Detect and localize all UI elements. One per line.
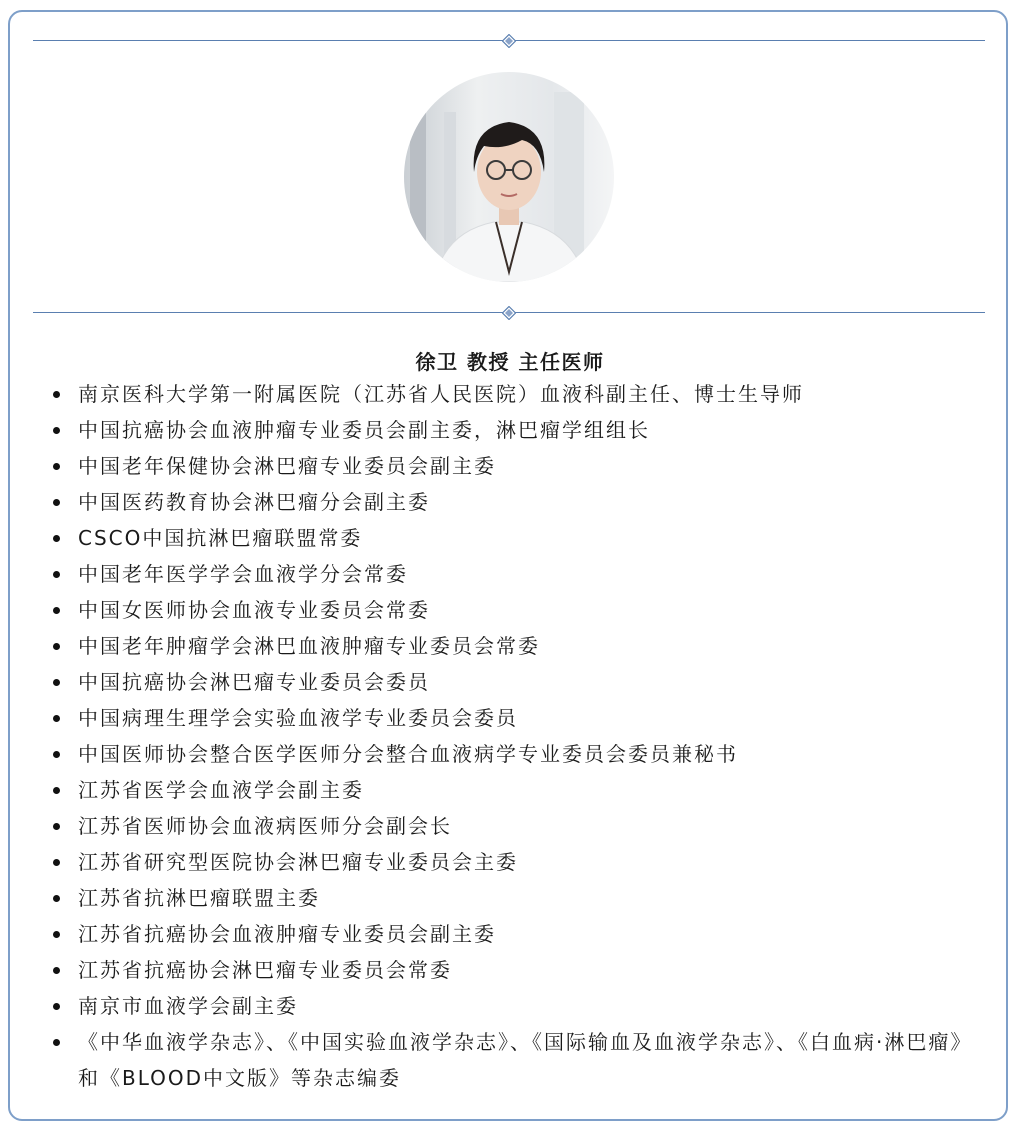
list-item [50,592,990,628]
list-item [50,916,990,952]
list-item [50,520,990,556]
bullet-icon [53,787,60,794]
bullet-icon [53,535,60,542]
list-item-text: 中国女医师协会血液专业委员会常委 [78,598,430,622]
credentials-list [50,376,990,1096]
list-item [50,628,990,664]
diamond-ornament-icon [502,34,516,48]
doctor-portrait-icon [404,72,614,282]
list-item [50,664,990,700]
list-item [50,1024,990,1096]
bullet-icon [53,499,60,506]
list-item [50,412,990,448]
list-item-text: 南京医科大学第一附属医院（江苏省人民医院）血液科副主任、博士生导师 [78,382,804,406]
list-item-text: 江苏省医学会血液学会副主委 [78,778,364,802]
bullet-icon [53,895,60,902]
bullet-icon [53,751,60,758]
list-item [50,556,990,592]
list-item-text: 中国医师协会整合医学医师分会整合血液病学专业委员会委员兼秘书 [78,742,738,766]
list-item-text: 中国老年保健协会淋巴瘤专业委员会副主委 [78,454,496,478]
bullet-icon [53,463,60,470]
bullet-icon [53,931,60,938]
list-item [50,736,990,772]
list-item [50,772,990,808]
list-item [50,988,990,1024]
list-item-text: 中国老年医学学会血液学分会常委 [78,562,408,586]
list-item-text: 江苏省抗癌协会血液肿瘤专业委员会副主委 [78,922,496,946]
list-item-text: 中国医药教育协会淋巴瘤分会副主委 [78,490,430,514]
list-item-text: 江苏省抗癌协会淋巴瘤专业委员会常委 [78,958,452,982]
list-item-text: CSCO中国抗淋巴瘤联盟常委 [78,526,363,550]
list-item [50,808,990,844]
list-item [50,844,990,880]
doctor-name-title: 徐卫 教授 主任医师 [415,350,605,374]
bullet-icon [53,967,60,974]
list-item [50,376,990,412]
bullet-icon [53,427,60,434]
list-item-text: 江苏省抗淋巴瘤联盟主委 [78,886,320,910]
bullet-icon [53,823,60,830]
bullet-icon [53,643,60,650]
list-item-text: 《中华血液学杂志》、《中国实验血液学杂志》、《国际输血及血液学杂志》、《白血病·淋巴瘤》和《BLOOD中文版》等杂志编委 [78,1030,973,1090]
list-item-text: 中国老年肿瘤学会淋巴血液肿瘤专业委员会常委 [78,634,540,658]
list-item [50,484,990,520]
list-item-text: 中国抗癌协会淋巴瘤专业委员会委员 [78,670,430,694]
list-item [50,880,990,916]
bullet-icon [53,1039,60,1046]
list-item [50,448,990,484]
list-item-text: 中国病理生理学会实验血液学专业委员会委员 [78,706,518,730]
list-item [50,952,990,988]
bullet-icon [53,607,60,614]
list-item-text: 江苏省研究型医院协会淋巴瘤专业委员会主委 [78,850,518,874]
list-item-text: 南京市血液学会副主委 [78,994,298,1018]
bullet-icon [53,859,60,866]
bullet-icon [53,1003,60,1010]
bullet-icon [53,715,60,722]
bullet-icon [53,679,60,686]
bullet-icon [53,571,60,578]
diamond-ornament-icon [502,306,516,320]
bullet-icon [53,391,60,398]
list-item-text: 江苏省医师协会血液病医师分会副会长 [78,814,452,838]
list-item [50,700,990,736]
list-item-text: 中国抗癌协会血液肿瘤专业委员会副主委，淋巴瘤学组组长 [78,418,650,442]
